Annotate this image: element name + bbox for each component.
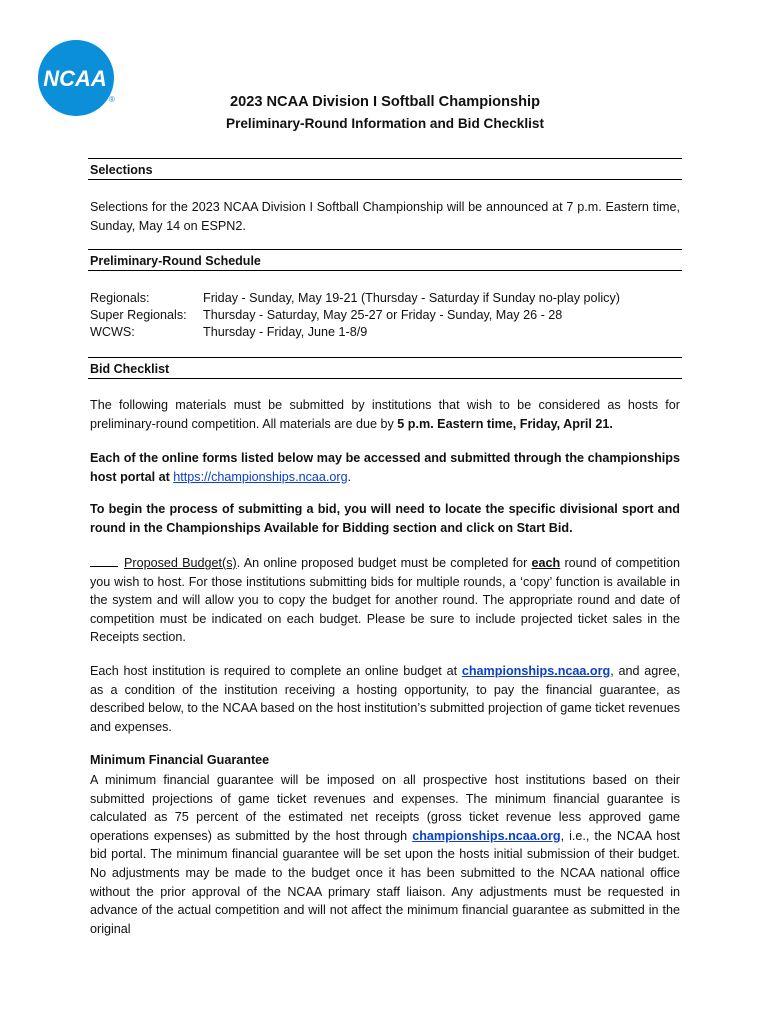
bid-deadline: 5 p.m. Eastern time, Friday, April 21. [397,416,613,431]
host-paragraph [90,662,680,736]
selections-text: Selections for the 2023 NCAA Division I Softball Championship will be announced at 7 p.m. Eastern time, Sunday, May 14 on ESPN2. [90,200,680,233]
mfg-heading: Minimum Financial Guarantee [90,753,270,767]
begin-instructions: To begin the process of submitting a bid, you will need to locate the specific divisional sport and round in the Championships Available for Bidding section and click on Start Bid. [90,502,680,535]
divider [88,179,682,180]
document-title: 2023 NCAA Division I Softball Championship [229,94,541,110]
mfg-text-2: , i.e., the NCAA host bid portal. The minimum financial guarantee will be set upon the hosts initial submission of their budget. No adjustments may be made to the budget once it has been submitted to the NCAA national office without the prior approval of the NCAA primary staff liaison. Any adjustments must be requested in advance of the actual competition and will not affect the minimum financial guarantee as submitted in the original [90,828,680,936]
forms-instructions [90,449,680,486]
budget-text-2: round of competition you wish to host. For those institutions submitting bids for multiple rounds, a ‘copy’ function is available in the system and will allow you to copy the budget for another round. The appropriate round and date of competition must be indicated on each budget. Please be sure to include projected ticket sales in the Receipts section. [90,556,680,645]
budget-text-1: . An online proposed budget must be completed for [236,556,532,570]
host-text-1: Each host institution is required to complete an online budget at [90,664,462,678]
schedule-label: WCWS: [90,325,135,339]
bid-intro [90,396,680,433]
logo-text: NCAA [43,66,107,91]
divider [88,249,682,250]
section-heading-bid-checklist: Bid Checklist [90,362,170,376]
schedule-label: Super Regionals: [90,308,187,322]
host-text-2: , and agree, as a condition of the institution receiving a hosting opportunity, to pay the financial guarantee, as described below, to the NCAA based on the host institution’s submitted projection of game ticket revenues and expenses. [90,664,681,734]
divider [88,378,682,379]
budget-each: each [531,556,561,570]
forms-end: . [347,469,352,484]
section-heading-schedule: Preliminary-Round Schedule [90,254,261,268]
forms-text: Each of the online forms listed below may be accessed and submitted through the championships host portal at [90,451,680,484]
schedule-value: Thursday - Saturday, May 25-27 or Friday - Sunday, May 26 - 28 [203,308,563,322]
section-heading-selections: Selections [90,163,153,177]
host-link[interactable]: championships.ncaa.org [461,664,611,678]
mfg-link[interactable]: championships.ncaa.org [412,828,561,843]
divider [88,158,682,159]
budget-item [90,554,680,647]
schedule-label: Regionals: [90,291,150,305]
schedule-value: Thursday - Friday, June 1-8/9 [203,325,368,339]
bid-intro-text: The following materials must be submitted by institutions that wish to be considered as hosts for preliminary-round competition. All materials are due by [90,398,680,431]
mfg-paragraph [90,771,680,938]
budget-label: Proposed Budget(s) [124,556,237,570]
document-subtitle: Preliminary-Round Information and Bid Checklist [226,116,544,131]
divider [88,270,682,271]
logo-trademark: ® [109,95,115,104]
divider [88,357,682,358]
schedule-value: Friday - Sunday, May 19-21 (Thursday - Saturday if Sunday no-play policy) [203,291,620,305]
mfg-text-1: A minimum financial guarantee will be imposed on all prospective host institutions based on their submitted projections of game ticket revenues and expenses. The minimum financial guarantee is calculated as 75 percent of the estimated net receipts (gross ticket revenue less approved game operations expenses) as submitted by the host through [90,773,680,843]
checkbox-blank[interactable] [90,555,118,567]
portal-link[interactable]: https://championships.ncaa.org [173,469,348,484]
